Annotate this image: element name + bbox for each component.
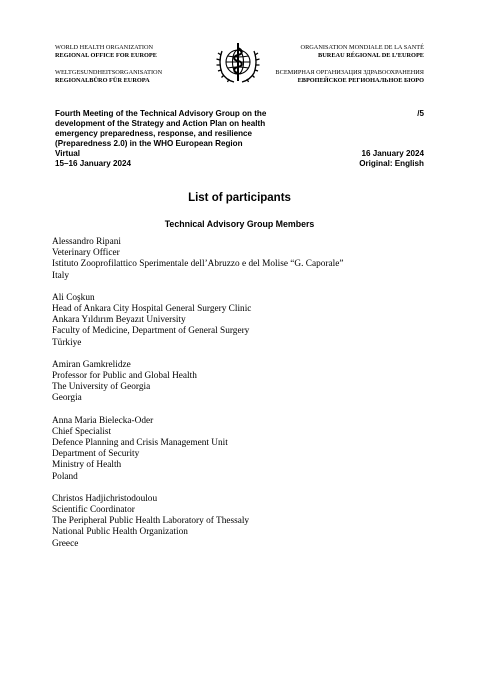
participant-name: Amiran Gamkrelidze: [52, 359, 131, 370]
document-meta: [359, 149, 424, 169]
participant-institution: Ankara Yıldırım Beyazıt University: [52, 315, 186, 326]
participant-unit: Defence Planning and Crisis Management Unit: [52, 438, 228, 449]
participant-entry: [52, 494, 452, 550]
participant-position: Veterinary Officer: [52, 248, 120, 259]
meeting-title-block: [55, 109, 325, 170]
regional-office-fr: BUREAU RÉGIONAL DE L’EUROPE: [318, 51, 424, 59]
participant-organization: National Public Health Organization: [52, 527, 188, 538]
participant-department: Department of Security: [52, 449, 140, 460]
meeting-title-line: (Preparedness 2.0) in the WHO European Region: [55, 139, 243, 149]
regional-office-ru: ЕВРОПЕЙСКОЕ РЕГИОНАЛЬНОЕ БЮРО: [297, 76, 424, 84]
meeting-dates: 15–16 January 2024: [55, 159, 132, 169]
participant-list: [52, 237, 452, 561]
participant-name: Anna Maria Bielecka-Oder: [52, 415, 154, 426]
org-name-fr: ORGANISATION MONDIALE DE LA SANTÉ: [300, 44, 424, 51]
participant-institution: The University of Georgia: [52, 382, 151, 393]
participant-institution: The Peripheral Public Health Laboratory of Thessaly: [52, 516, 250, 527]
org-header-right: [275, 44, 424, 84]
participant-institution: Ministry of Health: [52, 460, 122, 471]
meeting-title-line: Fourth Meeting of the Technical Advisory Group on the: [55, 109, 267, 118]
participant-name: Alessandro Ripani: [52, 237, 121, 247]
participant-country: Greece: [52, 538, 79, 549]
participant-entry: [52, 416, 452, 483]
participant-entry: [52, 293, 452, 349]
meeting-title-line: development of the Strategy and Action Plan on health: [55, 119, 266, 129]
page-title: List of participants: [188, 192, 291, 204]
participant-department: Faculty of Medicine, Department of General Surgery: [52, 326, 250, 337]
regional-office-en: REGIONAL OFFICE FOR EUROPE: [55, 51, 157, 59]
participant-country: Italy: [52, 270, 70, 281]
document-date: 16 January 2024: [361, 149, 424, 158]
participant-position: Professor for Public and Global Health: [52, 371, 197, 382]
participant-position: Chief Specialist: [52, 426, 112, 437]
meeting-format: Virtual: [55, 149, 81, 159]
participant-entry: [52, 237, 452, 282]
section-heading: Technical Advisory Group Members: [164, 219, 315, 229]
document-original-language: Original: English: [359, 159, 424, 169]
participant-name: Christos Hadjichristodoulou: [52, 493, 158, 504]
participant-position: Head of Ankara City Hospital General Surgery Clinic: [52, 304, 252, 315]
participant-country: Türkiye: [52, 337, 82, 348]
participant-position: Scientific Coordinator: [52, 505, 135, 516]
participant-institution: Istituto Zooprofilattico Sperimentale dell’Abruzzo e del Molise “G. Caporale”: [52, 259, 344, 270]
participant-entry: [52, 360, 452, 405]
who-emblem-icon: [212, 39, 264, 85]
regional-office-de: REGIONALBÜRO FÜR EUROPA: [55, 76, 150, 84]
org-name-de: WELTGESUNDHEITSORGANISATION: [55, 69, 163, 77]
participant-country: Georgia: [52, 393, 82, 404]
document-reference: /5: [417, 109, 424, 118]
meeting-title-line: emergency preparedness, response, and resilience: [55, 129, 253, 139]
org-header-left: [55, 44, 162, 84]
participant-name: Ali Coşkun: [52, 292, 95, 303]
org-name-ru: ВСЕМИРНАЯ ОРГАНИЗАЦИЯ ЗДРАВООХРАНЕНИЯ: [275, 69, 424, 77]
participant-country: Poland: [52, 471, 78, 482]
org-name-en: WORLD HEALTH ORGANIZATION: [55, 44, 154, 51]
